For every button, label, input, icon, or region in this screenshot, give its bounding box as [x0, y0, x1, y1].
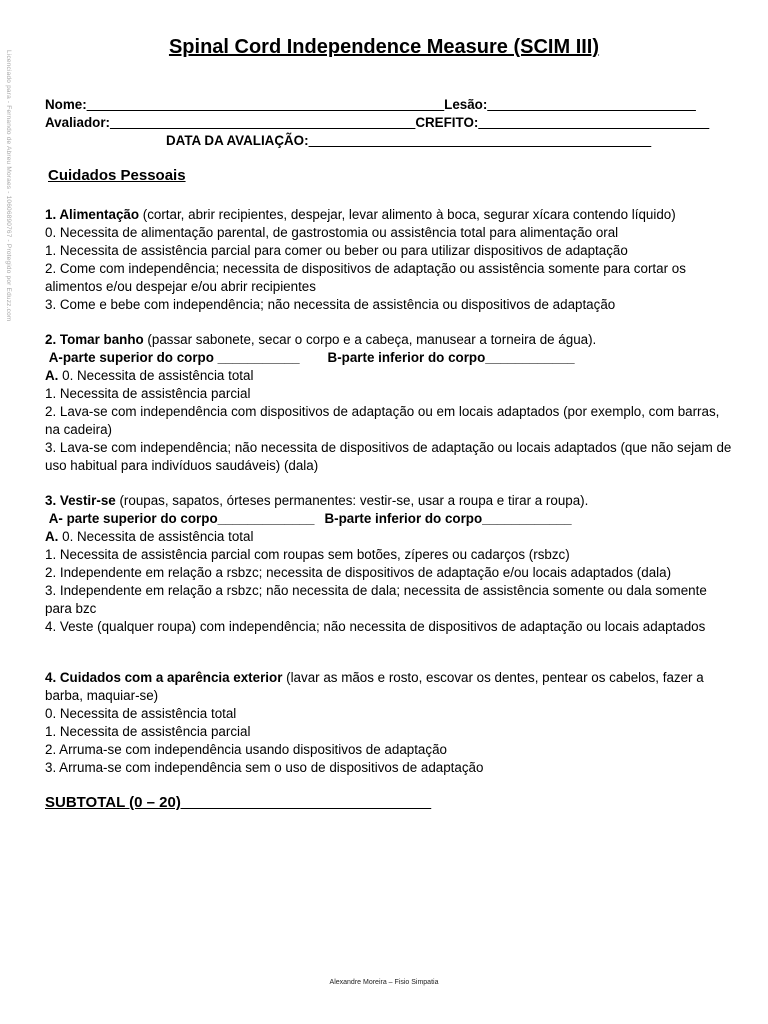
option: 1. Necessita de assistência parcial com roupas sem botões, zíperes ou cadarços (rsbzc)	[45, 547, 570, 562]
option: 3. Independente em relação a rsbzc; não necessita de dala; necessita de assistência somente ou dala somente para bzc	[45, 583, 707, 616]
data-avaliacao-field	[166, 133, 651, 148]
option: 3. Come e bebe com independência; não necessita de assistência ou dispositivos de adaptação	[45, 297, 616, 312]
document-title: Spinal Cord Independence Measure (SCIM III)	[168, 36, 600, 58]
option-prefix: A.	[45, 529, 59, 544]
subtotal-field: SUBTOTAL (0 – 20)______________________________	[45, 794, 432, 811]
item-number: 4. Cuidados com a aparência exterior	[45, 670, 283, 685]
license-watermark: Licenciado para - Fernando de Abreu Moraes - 10606890767 - Protegido por Eduzz.com	[5, 50, 12, 322]
crefito-label: CREFITO:	[415, 115, 479, 130]
item-heading	[45, 206, 735, 224]
sub-part-b: B-parte inferior do corpo____________	[324, 511, 572, 526]
sub-part-b: B-parte inferior do corpo____________	[327, 350, 575, 365]
nome-field	[45, 97, 696, 112]
option: 0. Necessita de assistência total	[45, 706, 237, 721]
avaliador-label: Avaliador:	[45, 115, 110, 130]
option-prefix: A.	[45, 368, 59, 383]
option: A. 0. Necessita de assistência total	[45, 529, 254, 544]
avaliador-field	[45, 115, 709, 130]
section-title: Cuidados Pessoais	[48, 167, 186, 184]
option: 2. Lava-se com independência com dispositivos de adaptação ou em locais adaptados (por exemplo, com barras, na cadeira)	[45, 404, 720, 437]
option: 4. Veste (qualquer roupa) com independência; não necessita de dispositivos de adaptação ou locais adaptados	[45, 619, 706, 634]
item-description: (lavar as mãos e rosto, escovar os dentes, pentear os cabelos, fazer a barba, maquiar-se)	[45, 670, 704, 703]
item-description: (roupas, sapatos, órteses permanentes: vestir-se, usar a roupa e tirar a roupa).	[115, 493, 589, 508]
nome-label: Nome:	[45, 97, 87, 112]
sub-parts	[45, 349, 735, 367]
data-label: DATA DA AVALIAÇÃO:	[166, 133, 309, 148]
item-number: 3. Vestir-se	[45, 493, 116, 508]
option: A. 0. Necessita de assistência total	[45, 368, 254, 383]
lesao-label: Lesão:	[444, 97, 488, 112]
option: 0. Necessita de alimentação parental, de gastrostomia ou assistência total para alimentação oral	[45, 225, 619, 240]
option: 1. Necessita de assistência parcial para comer ou beber ou para utilizar dispositivos de adaptação	[45, 243, 628, 258]
item-heading	[45, 331, 735, 349]
item-description: (passar sabonete, secar o corpo e a cabeça, manusear a torneira de água).	[143, 332, 597, 347]
item-aparencia	[45, 669, 735, 777]
sub-part-a: A- parte superior do corpo_____________	[48, 511, 315, 526]
option: 3. Lava-se com independência; não necessita de dispositivos de adaptação ou locais adaptados (que não sejam de uso habitual para indivíduos saudáveis) (dala)	[45, 440, 732, 473]
item-number: 1. Alimentação	[45, 207, 140, 222]
item-tomar-banho	[45, 331, 735, 475]
avaliador-line: _________________________________________	[110, 115, 416, 130]
nome-line: ________________________________________________	[86, 97, 445, 112]
lesao-line: ____________________________	[487, 97, 696, 112]
item-vestir-se	[45, 492, 735, 636]
item-description: (cortar, abrir recipientes, despejar, levar alimento à boca, segurar xícara contendo líquido)	[139, 207, 676, 222]
item-alimentacao	[45, 206, 735, 314]
data-line: ______________________________________________	[308, 133, 652, 148]
option: 3. Arruma-se com independência sem o uso de dispositivos de adaptação	[45, 760, 484, 775]
option: 2. Come com independência; necessita de dispositivos de adaptação ou assistência somente para cortar os alimentos e/ou despejar e/ou abrir recipientes	[45, 261, 686, 294]
option: 2. Arruma-se com independência usando dispositivos de adaptação	[45, 742, 447, 757]
sub-part-a: A-parte superior do corpo ___________	[48, 350, 300, 365]
item-number: 2. Tomar banho	[45, 332, 144, 347]
option: 1. Necessita de assistência parcial	[45, 386, 251, 401]
crefito-line: _______________________________	[478, 115, 710, 130]
item-heading	[45, 669, 735, 705]
option: 2. Independente em relação a rsbzc; necessita de dispositivos de adaptação e/ou locais adaptados (dala)	[45, 565, 672, 580]
footer-credit: Alexandre Moreira – Fisio Simpatia	[329, 979, 439, 986]
option: 1. Necessita de assistência parcial	[45, 724, 251, 739]
item-heading	[45, 492, 735, 510]
sub-parts	[45, 510, 735, 528]
